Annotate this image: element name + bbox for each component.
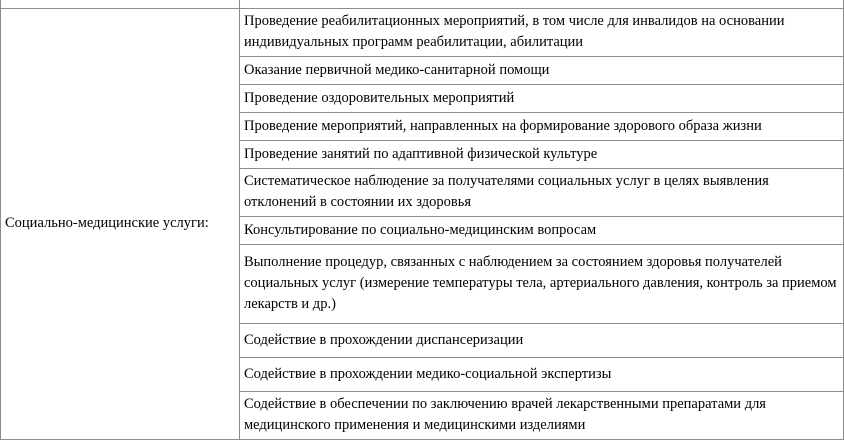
service-cell-clipped — [240, 0, 844, 8]
category-cell-top — [1, 0, 240, 8]
service-cell: Оказание первичной медико-санитарной помощи — [240, 56, 844, 84]
category-label: Социально-медицинские услуги: — [5, 215, 209, 231]
table-row — [1, 8, 844, 56]
service-cell: Проведение занятий по адаптивной физической культуре — [240, 140, 844, 168]
service-cell: Консультирование по социально-медицинским вопросам — [240, 216, 844, 244]
category-cell — [1, 8, 240, 439]
service-cell: Систематическое наблюдение за получателями социальных услуг в целях выявления отклонений в состоянии их здоровья — [240, 168, 844, 216]
table-row-clipped — [1, 0, 844, 8]
service-cell: Содействие в прохождении медико-социальной экспертизы — [240, 357, 844, 391]
service-cell: Выполнение процедур, связанных с наблюдением за состоянием здоровья получателей социальных услуг (измерение температуры тела, артериального давления, контроль за приемом лекарств и др.) — [240, 244, 844, 323]
service-cell: Содействие в прохождении диспансеризации — [240, 323, 844, 357]
service-cell: Проведение оздоровительных мероприятий — [240, 84, 844, 112]
service-cell: Проведение реабилитационных мероприятий, в том числе для инвалидов на основании индивидуальных программ реабилитации, абилитации — [240, 8, 844, 56]
service-cell: Содействие в обеспечении по заключению врачей лекарственными препаратами для медицинского применения и медицинскими изделиями — [240, 391, 844, 439]
service-cell: Проведение мероприятий, направленных на формирование здорового образа жизни — [240, 112, 844, 140]
clipped-service-text — [244, 0, 839, 3]
